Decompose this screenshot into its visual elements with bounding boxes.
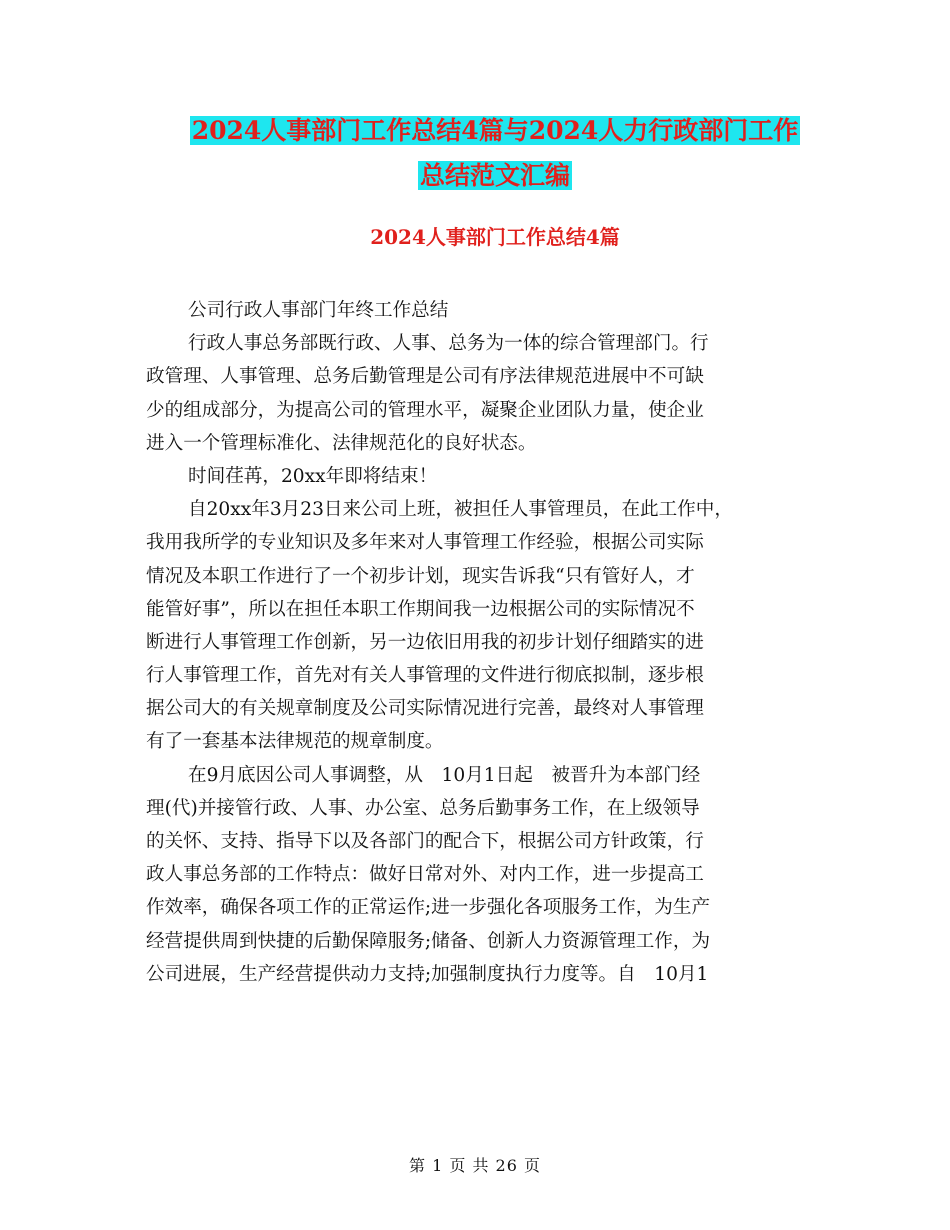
text-line: 政人事总务部的工作特点：做好日常对外、对内工作，进一步提高工 [146,864,704,886]
text-line: 政管理、人事管理、总务后勤管理是公司有序法律规范进展中不可缺 [146,366,704,388]
text-line: 行人事管理工作，首先对有关人事管理的文件进行彻底拟制，逐步根 [146,665,704,687]
text-line: 进入一个管理标准化、法律规范化的良好状态。 [146,432,537,454]
text-line: 自20xx年3月23日来公司上班，被担任人事管理员，在此工作中， [188,499,733,521]
text-line: 能管好事”，所以在担任本职工作期间我一边根据公司的实际情况不 [146,598,695,620]
text-line: 经营提供周到快捷的后勤保障服务;储备、创新人力资源管理工作，为 [146,930,711,952]
body-text [146,294,808,991]
text-line: 作效率，确保各项工作的正常运作;进一步强化各项服务工作，为生产 [146,897,711,919]
text-line: 理(代)并接管行政、人事、办公室、总务后勤事务工作，在上级领导 [146,797,700,819]
document-title-continued [100,157,890,195]
text-line: 少的组成部分，为提高公司的管理水平，凝聚企业团队力量，使企业 [146,399,704,421]
document-title-line-2: 总结范文汇编 [419,161,570,190]
text-line: 断进行人事管理工作创新，另一边依旧用我的初步计划仔细踏实的进 [146,631,704,653]
text-line: 情况及本职工作进行了一个初步计划，现实告诉我“只有管好人，才 [146,565,695,587]
page-footer: 第 1 页 共 26 页 [409,1156,541,1175]
text-line: 行政人事总务部既行政、人事、总务为一体的综合管理部门。行 [188,333,709,355]
text-line: 的关怀、支持、指导下以及各部门的配合下，根据公司方针政策，行 [146,831,704,852]
document-title [100,112,890,150]
text-line: 我用我所学的专业知识及多年来对人事管理工作经验，根据公司实际 [146,532,704,554]
text-line: 时间荏苒，20xx年即将结束！ [188,465,438,487]
section-heading: 2024人事部门工作总结4篇 [370,225,620,249]
document-title-line-1: 2024人事部门工作总结4篇与2024人力行政部门工作 [191,116,799,145]
text-line: 公司进展，生产经营提供动力支持;加强制度执行力度等。自 10月1 [146,963,709,985]
text-line: 在9月底因公司人事调整，从 10月1日起 被晋升为本部门经 [188,764,701,786]
text-line: 公司行政人事部门年终工作总结 [188,300,449,321]
text-line: 有了一套基本法律规范的规章制度。 [146,731,444,753]
text-line: 据公司大的有关规章制度及公司实际情况进行完善，最终对人事管理 [146,698,704,720]
